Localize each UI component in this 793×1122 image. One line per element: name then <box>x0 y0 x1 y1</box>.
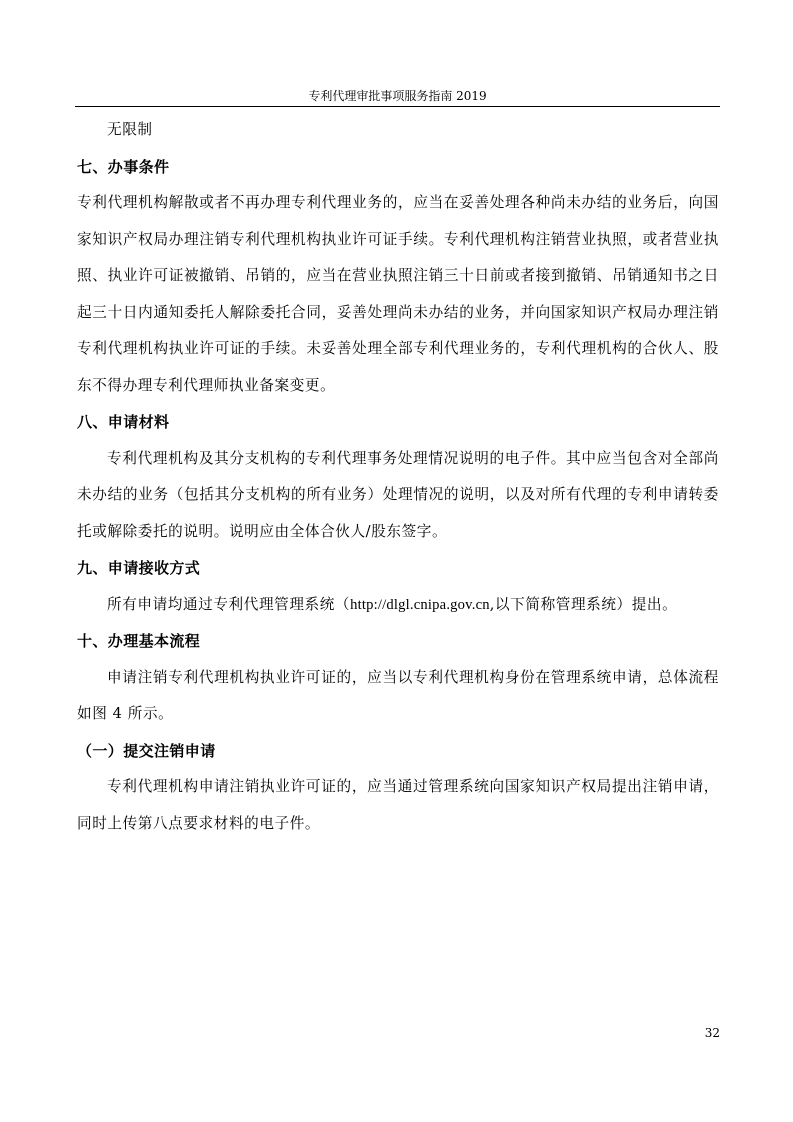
section-heading-process: 十、办理基本流程 <box>77 632 201 650</box>
submission-text-after: ,以下简称管理系统）提出。 <box>489 595 678 613</box>
submission-text-before: 所有申请均通过专利代理管理系统（ <box>107 595 351 613</box>
section-paragraph-conditions: 专利代理机构解散或者不再办理专利代理业务的，应当在妥善处理各种尚未办结的业务后，向国家知识产权局办理注销专利代理机构执业许可证手续。专利代理机构注销营业执照，或者营业执照、执业许可证被撤销、吊销的，应当在营业执照注销三十日前或者接到撤销、吊销通知书之日起三十日内通知委托人解除委托合同，妥善处理尚未办结的业务，并向国家知识产权局办理注销专利代理机构执业许可证的手续。未妥善处理全部专利代理业务的，专利代理机构的合伙人、股东不得办理专利代理师执业备案变更。 <box>77 194 719 394</box>
section-heading-materials: 八、申请材料 <box>77 413 170 431</box>
limit-text: 无限制 <box>107 121 153 138</box>
section-paragraph-process: 申请注销专利代理机构执业许可证的，应当以专利代理机构身份在管理系统申请，总体流程如图 4 所示。 <box>77 668 719 722</box>
subsection-paragraph-submit: 专利代理机构申请注销执业许可证的，应当通过管理系统向国家知识产权局提出注销申请，同时上传第八点要求材料的电子件。 <box>77 778 719 832</box>
system-url-link[interactable]: http://dlgl.cnipa.gov.cn <box>350 596 490 613</box>
document-body <box>77 112 719 842</box>
section-paragraph-materials: 专利代理机构及其分支机构的专利代理事务处理情况说明的电子件。其中应当包含对全部尚未办结的业务（包括其分支机构的所有业务）处理情况的说明，以及对所有代理的专利申请转委托或解除委托的说明。说明应由全体合伙人/股东签字。 <box>77 449 719 540</box>
section-heading-conditions: 七、办事条件 <box>77 157 170 176</box>
section-paragraph-submission <box>77 587 719 624</box>
page-header: 专利代理审批事项服务指南 2019 <box>308 89 487 103</box>
section-heading-submission: 九、申请接收方式 <box>77 559 201 577</box>
header-divider <box>75 106 720 107</box>
subsection-heading-submit: （一）提交注销申请 <box>77 741 216 760</box>
page-number: 32 <box>704 1026 720 1040</box>
